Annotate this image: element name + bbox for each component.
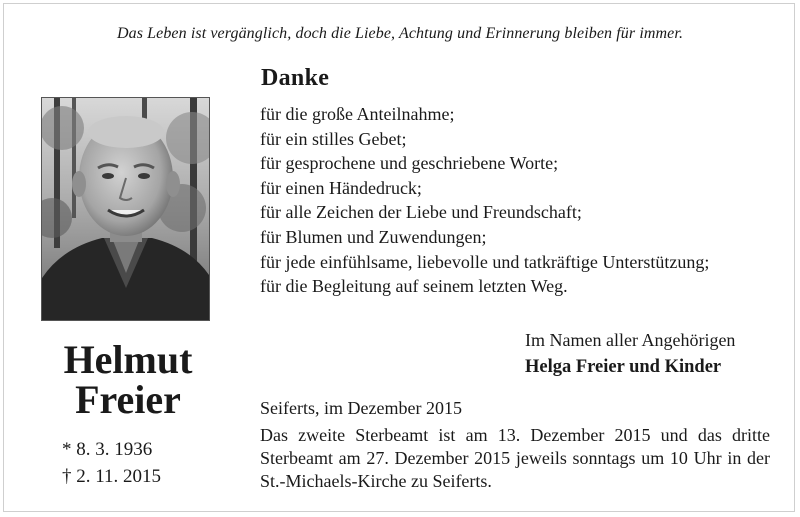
- mass-notice: Das zweite Sterbeamt ist am 13. Dezember 2015 und das dritte Sterbeamt am 27. Dezember 2015 jeweils sonntags um 10 Uhr in der St.-Michaels-Kirche zu Seiferts.: [260, 425, 770, 491]
- thanks-line: für Blumen und Zuwendungen;: [260, 226, 487, 247]
- thanks-line: für ein stilles Gebet;: [260, 128, 407, 149]
- thanks-line: für alle Zeichen der Liebe und Freundschaft;: [260, 202, 582, 223]
- deceased-name: [41, 337, 215, 422]
- first-name: Helmut: [63, 337, 193, 382]
- thanks-heading: Danke: [261, 65, 330, 91]
- thanks-line: für die große Anteilnahme;: [260, 104, 455, 124]
- portrait-icon: [42, 98, 210, 321]
- signer-names: Helga Freier und Kinder: [525, 357, 722, 377]
- life-dates: [62, 436, 161, 490]
- death-date: † 2. 11. 2015: [62, 466, 162, 487]
- thanks-line: für jede einfühlsame, liebevolle und tatkräftige Unterstützung;: [260, 251, 710, 272]
- thanks-line: für gesprochene und geschriebene Worte;: [260, 153, 559, 174]
- last-name: Freier: [75, 377, 181, 422]
- thanks-line: für die Begleitung auf seinem letzten Weg.: [260, 276, 568, 297]
- motto-line: Das Leben ist vergänglich, doch die Liebe, Achtung und Erinnerung bleiben für immer.: [116, 25, 684, 42]
- portrait-photo: [41, 97, 210, 321]
- thanks-line: für einen Händedruck;: [260, 177, 422, 198]
- thanks-list: [260, 102, 709, 299]
- place-date: Seiferts, im Dezember 2015: [260, 398, 462, 418]
- birth-date: * 8. 3. 1936: [62, 439, 153, 460]
- behalf-line: Im Namen aller Angehörigen: [525, 330, 736, 350]
